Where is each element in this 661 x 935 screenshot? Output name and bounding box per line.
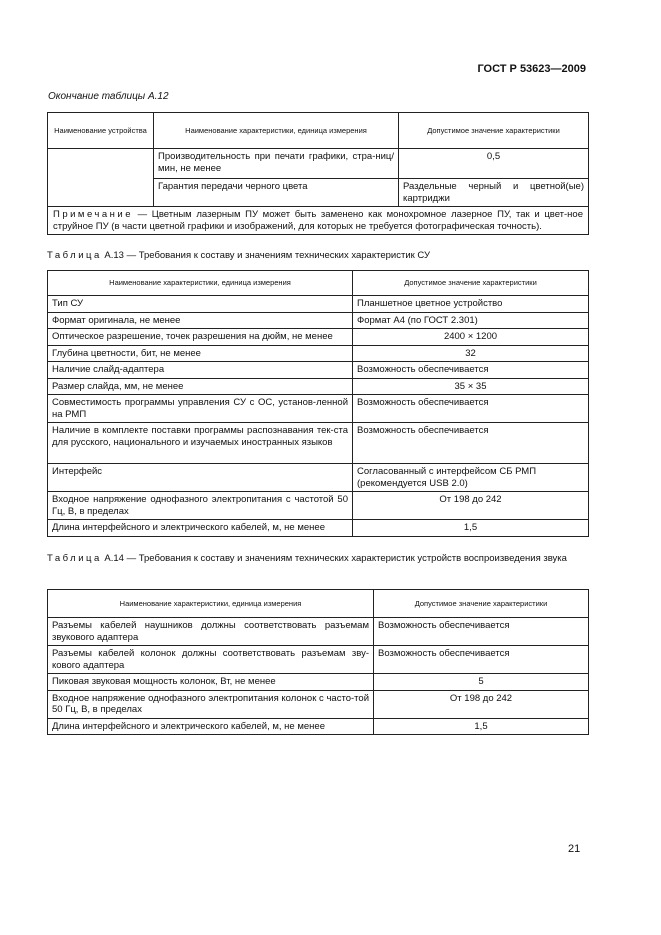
table-a13-characteristic-cell: Наличие слайд-адаптера xyxy=(48,362,353,379)
table-a13-characteristic-cell: Входное напряжение однофазного электропитания с частотой 50 Гц, В, в пределах xyxy=(48,492,353,520)
table-a14-value-cell: Возможность обеспечивается xyxy=(374,618,589,646)
table-row xyxy=(48,296,589,313)
table-a13-characteristic-cell: Длина интерфейсного и электрического кабелей, м, не менее xyxy=(48,520,353,537)
table-row xyxy=(48,464,589,492)
table-a14-header-characteristic: Наименование характеристики, единица измерения xyxy=(48,590,374,618)
table-a13-header-value: Допустимое значение характеристики xyxy=(353,271,589,296)
table-row xyxy=(48,378,589,395)
table-a13-value-cell: Возможность обеспечивается xyxy=(353,362,589,379)
table-a13-characteristic-cell: Размер слайда, мм, не менее xyxy=(48,378,353,395)
table-a13-header-row xyxy=(48,271,589,296)
table-a14-characteristic-cell: Разъемы кабелей наушников должны соответствовать разъемам звукового адаптера xyxy=(48,618,374,646)
table-a14 xyxy=(47,589,589,735)
table-a14-value-cell: 5 xyxy=(374,674,589,691)
table-a13-characteristic-cell: Интерфейс xyxy=(48,464,353,492)
table-a13-caption xyxy=(47,249,592,262)
table-row xyxy=(48,520,589,537)
table-a12-continuation-caption: Окончание таблицы А.12 xyxy=(48,91,169,102)
table-row xyxy=(48,395,589,423)
table-a12-characteristic-cell: Производительность при печати графики, стра-ниц/мин, не менее xyxy=(154,149,399,179)
page-number: 21 xyxy=(568,843,581,855)
table-a14-title: А.14 — Требования к составу и значениям технических характеристик устройств воспроизведения звука xyxy=(101,553,567,564)
table-a12-header-value: Допустимое значение характеристики xyxy=(399,113,589,149)
table-row xyxy=(48,312,589,329)
table-a14-characteristic-cell: Пиковая звуковая мощность колонок, Вт, не менее xyxy=(48,674,374,691)
table-row xyxy=(48,646,589,674)
note-label: Примечание xyxy=(53,209,133,220)
table-a12-value-cell: 0,5 xyxy=(399,149,589,179)
table-row xyxy=(48,718,589,735)
table-a12-value-cell: Раздельные черный и цветной(ые) картриджи xyxy=(399,179,589,207)
table-a14-value-cell: От 198 до 242 xyxy=(374,690,589,718)
table-a12-note xyxy=(48,207,589,235)
document-standard-header: ГОСТ Р 53623—2009 xyxy=(477,63,586,75)
table-a13-value-cell: От 198 до 242 xyxy=(353,492,589,520)
table-row xyxy=(48,362,589,379)
table-a12-device-cell xyxy=(48,149,154,207)
table-row xyxy=(48,345,589,362)
table-a14-characteristic-cell: Разъемы кабелей колонок должны соответствовать разъемам зву-кового адаптера xyxy=(48,646,374,674)
table-a13-characteristic-cell: Тип СУ xyxy=(48,296,353,313)
table-a13-header-characteristic: Наименование характеристики, единица измерения xyxy=(48,271,353,296)
table-a13-title: А.13 — Требования к составу и значениям технических характеристик СУ xyxy=(101,250,431,261)
table-row xyxy=(48,149,589,179)
table-a13-characteristic-cell: Формат оригинала, не менее xyxy=(48,312,353,329)
table-a13-label: Таблица xyxy=(47,250,102,261)
table-a13-value-cell: Возможность обеспечивается xyxy=(353,395,589,423)
table-a12-header-characteristic: Наименование характеристики, единица измерения xyxy=(154,113,399,149)
table-a13-characteristic-cell: Оптическое разрешение, точек разрешения на дюйм, не менее xyxy=(48,329,353,346)
table-a12 xyxy=(47,112,589,235)
table-a12-header-device: Наименование устройства xyxy=(48,113,154,149)
table-a13-characteristic-cell: Совместимость программы управления СУ с ОС, установ-ленной на РМП xyxy=(48,395,353,423)
table-a14-characteristic-cell: Входное напряжение однофазного электропитания колонок с часто-той 50 Гц, В, в пределах xyxy=(48,690,374,718)
table-row xyxy=(48,674,589,691)
table-a12-header-row xyxy=(48,113,589,149)
table-a13 xyxy=(47,270,589,537)
table-a14-label: Таблица xyxy=(47,553,102,564)
table-a13-value-cell: 1,5 xyxy=(353,520,589,537)
table-row xyxy=(48,492,589,520)
table-a13-value-cell: Планшетное цветное устройство xyxy=(353,296,589,313)
table-a14-header-value: Допустимое значение характеристики xyxy=(374,590,589,618)
table-a14-value-cell: Возможность обеспечивается xyxy=(374,646,589,674)
table-a14-characteristic-cell: Длина интерфейсного и электрического кабелей, м, не менее xyxy=(48,718,374,735)
note-text: — Цветным лазерным ПУ может быть заменено как монохромное лазерное ПУ, так и цвет-ное струйное ПУ (в части цветной графики и изображений, для которых не требуется фотографическая точность). xyxy=(53,209,583,232)
table-row xyxy=(48,423,589,464)
table-row xyxy=(48,618,589,646)
table-a13-value-cell: 35 × 35 xyxy=(353,378,589,395)
table-row xyxy=(48,329,589,346)
table-a13-characteristic-cell: Наличие в комплекте поставки программы распознавания тек-ста для русского, национального и изучаемых иностранных языков xyxy=(48,423,353,464)
table-a14-header-row xyxy=(48,590,589,618)
table-row xyxy=(48,690,589,718)
table-a14-value-cell: 1,5 xyxy=(374,718,589,735)
table-a12-characteristic-cell: Гарантия передачи черного цвета xyxy=(154,179,399,207)
table-a13-characteristic-cell: Глубина цветности, бит, не менее xyxy=(48,345,353,362)
table-a12-note-row xyxy=(48,207,589,235)
table-a13-value-cell: Формат А4 (по ГОСТ 2.301) xyxy=(353,312,589,329)
table-a13-value-cell: Возможность обеспечивается xyxy=(353,423,589,464)
table-a13-value-cell: Согласованный с интерфейсом СБ РМП (рекомендуется USB 2.0) xyxy=(353,464,589,492)
table-a13-value-cell: 2400 × 1200 xyxy=(353,329,589,346)
table-a13-value-cell: 32 xyxy=(353,345,589,362)
table-a14-caption xyxy=(47,552,592,565)
